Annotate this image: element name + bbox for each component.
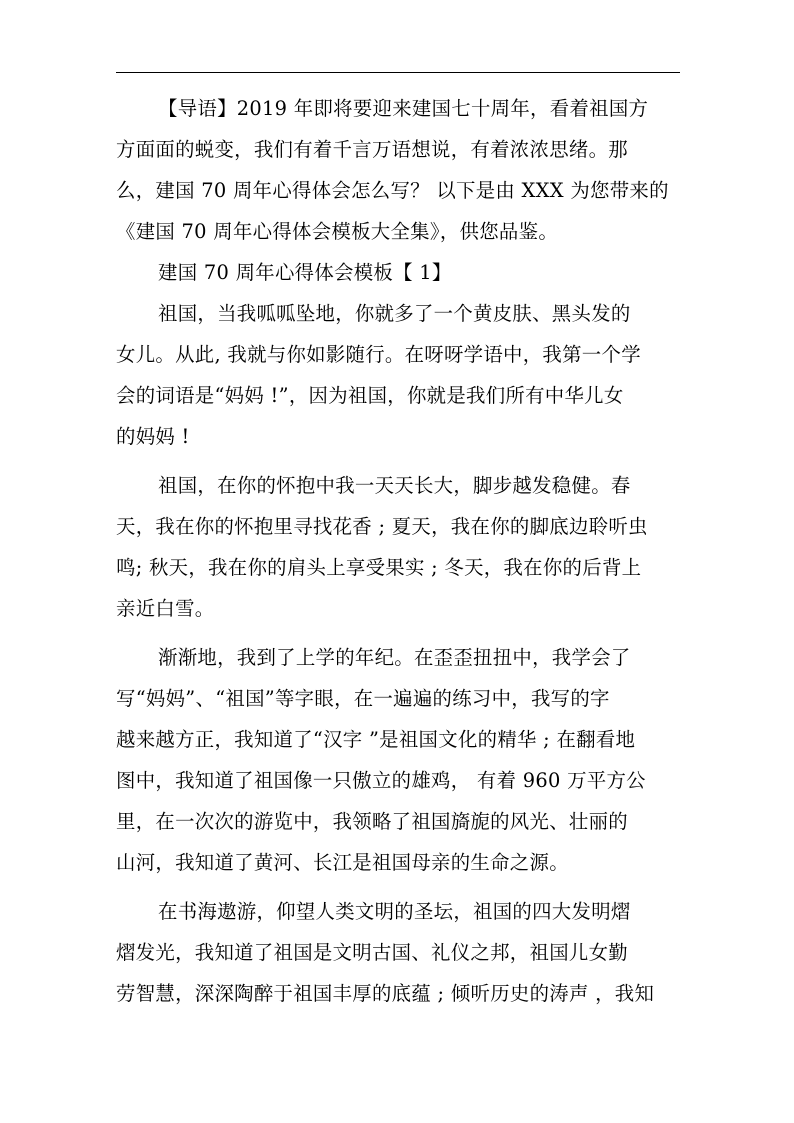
text-line: 么，建国 70 周年心得体会怎么写？ 以下是由 XXX 为您带来的 xyxy=(116,179,669,202)
text-line: 鸣; 秋天，我在你的肩头上享受果实 ; 冬天，我在你的后背上 xyxy=(116,556,642,579)
text-line: 祖国，当我呱呱坠地，你就多了一个黄皮肤、黑头发的 xyxy=(158,302,631,325)
text-line: 劳智慧，深深陶醉于祖国丰厚的底蕴 ; 倾听历史的涛声 ，我知 xyxy=(116,982,655,1005)
text-line: 在书海遨游，仰望人类文明的圣坛，祖国的四大发明熠 xyxy=(158,900,631,923)
body-paragraph xyxy=(116,293,682,457)
header-rule xyxy=(116,72,680,73)
text-line: 方面面的蜕变，我们有着千言万语想说，有着浓浓思绪。那 xyxy=(116,138,628,161)
text-line: 熠发光，我知道了祖国是文明古国、礼仪之邦，祖国儿女勤 xyxy=(116,941,628,964)
text-line: 《建国 70 周年心得体会模板大全集》，供您品鉴。 xyxy=(116,220,559,243)
text-line: 越来越方正，我知道了“汉字 ”是祖国文化的精华 ; 在翻看地 xyxy=(116,728,636,751)
body-paragraph xyxy=(116,891,682,1014)
text-line: 【导语】2019 年即将要迎来建国七十周年，看着祖国方 xyxy=(158,97,649,120)
section-heading-text: 建国 70 周年心得体会模板【 1】 xyxy=(158,261,452,284)
text-line: 祖国，在你的怀抱中我一天天长大，脚步越发稳健。春 xyxy=(158,474,631,497)
text-line: 女儿。从此, 我就与你如影随行。在呀呀学语中，我第一个学 xyxy=(116,343,641,366)
text-line: 渐渐地，我到了上学的年纪。在歪歪扭扭中，我学会了 xyxy=(158,646,631,669)
text-line: 的妈妈 ! xyxy=(116,425,190,448)
intro-paragraph xyxy=(116,88,682,252)
text-line: 亲近白雪。 xyxy=(116,597,215,620)
text-line: 写“妈妈”、“祖国”等字眼，在一遍遍的练习中，我写的字 xyxy=(116,687,610,710)
section-heading xyxy=(116,252,682,293)
body-paragraph xyxy=(116,637,682,883)
text-line: 会的词语是“妈妈 !”，因为祖国，你就是我们所有中华儿女 xyxy=(116,384,624,407)
body-paragraph xyxy=(116,465,682,629)
text-line: 里，在一次次的游览中，我领略了祖国旖旎的风光、壮丽的 xyxy=(116,810,628,833)
text-line: 天，我在你的怀抱里寻找花香 ; 夏天，我在你的脚底边聆听虫 xyxy=(116,515,648,538)
document-body xyxy=(116,88,682,1014)
text-line: 山河，我知道了黄河、长江是祖国母亲的生命之源。 xyxy=(116,851,569,874)
text-line: 图中，我知道了祖国像一只傲立的雄鸡， 有着 960 万平方公 xyxy=(116,769,646,792)
